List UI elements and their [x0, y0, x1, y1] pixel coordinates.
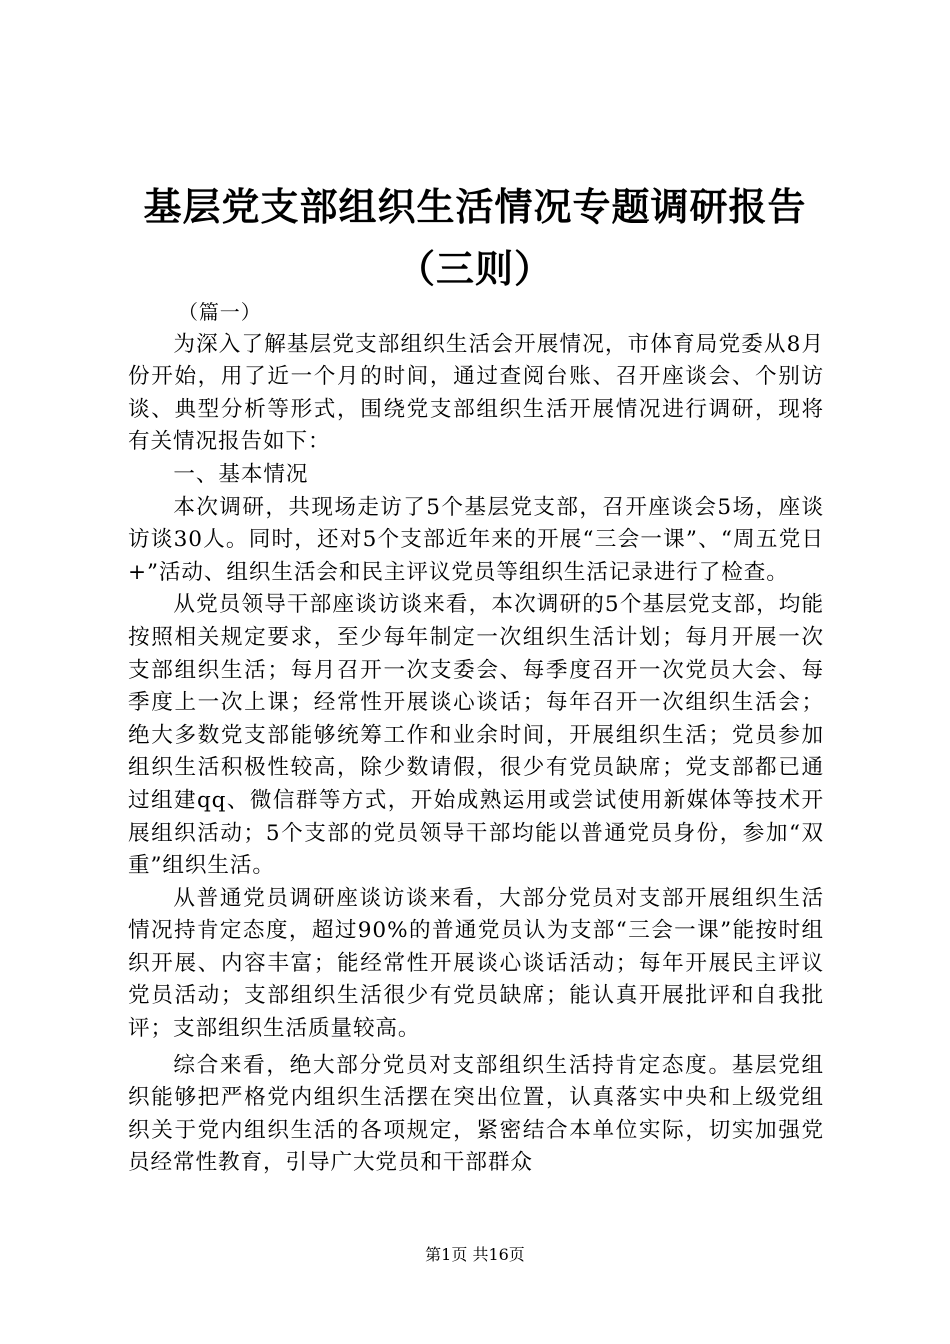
paragraph-leaders: 从党员领导干部座谈访谈来看，本次调研的5个基层党支部，均能按照相关规定要求，至少每年制定一次组织生活计划；每月开展一次支部组织生活；每月召开一次支委会、每季度召开一次党员大会、每季度上一次上课；经常性开展谈心谈话；每年召开一次组织生活会；绝大多数党支部能够统筹工作和业余时间，开展组织生活；党员参加组织生活积极性较高，除少数请假，很少有党员缺席；党支部都已通过组建qq、微信群等方式，开始成熟运用或尝试使用新媒体等技术开展组织活动；5个支部的党员领导干部均能以普通党员身份，参加“双重”组织生活。 — [128, 592, 824, 879]
paragraph-survey: 本次调研，共现场走访了5个基层党支部，召开座谈会5场，座谈访谈30人。同时，还对5个支部近年来的开展“三会一课”、“周五党日+”活动、组织生活会和民主评议党员等组织生活记录进行了检查。 — [128, 494, 824, 585]
paragraph-intro: 为深入了解基层党支部组织生活会开展情况，市体育局党委从8月份开始，用了近一个月的时间，通过查阅台账、召开座谈会、个别访谈、典型分析等形式，围绕党支部组织生活开展情况进行调研，现将有关情况报告如下： — [128, 331, 824, 455]
paragraph-summary: 综合来看，绝大部分党员对支部组织生活持肯定态度。基层党组织能够把严格党内组织生活摆在突出位置，认真落实中央和上级党组织关于党内组织生活的各项规定，紧密结合本单位实际，切实加强党员经常性教育，引导广大党员和干部群众 — [128, 1052, 824, 1176]
section-heading: 一、基本情况 — [173, 461, 309, 487]
paragraph-members: 从普通党员调研座谈访谈来看，大部分党员对支部开展组织生活情况持肯定态度，超过90%的普通党员认为支部“三会一课”能按时组织开展、内容丰富；能经常性开展谈心谈话活动；每年开展民主评议党员活动；支部组织生活很少有党员缺席；能认真开展批评和自我批评；支部组织生活质量较高。 — [128, 885, 824, 1042]
part-label: （篇一） — [178, 300, 262, 324]
document-body — [128, 296, 824, 1180]
page-indicator: 第1页 共16页 — [425, 1245, 525, 1264]
document-title: 基层党支部组织生活情况专题调研报告（三则） — [143, 184, 807, 291]
